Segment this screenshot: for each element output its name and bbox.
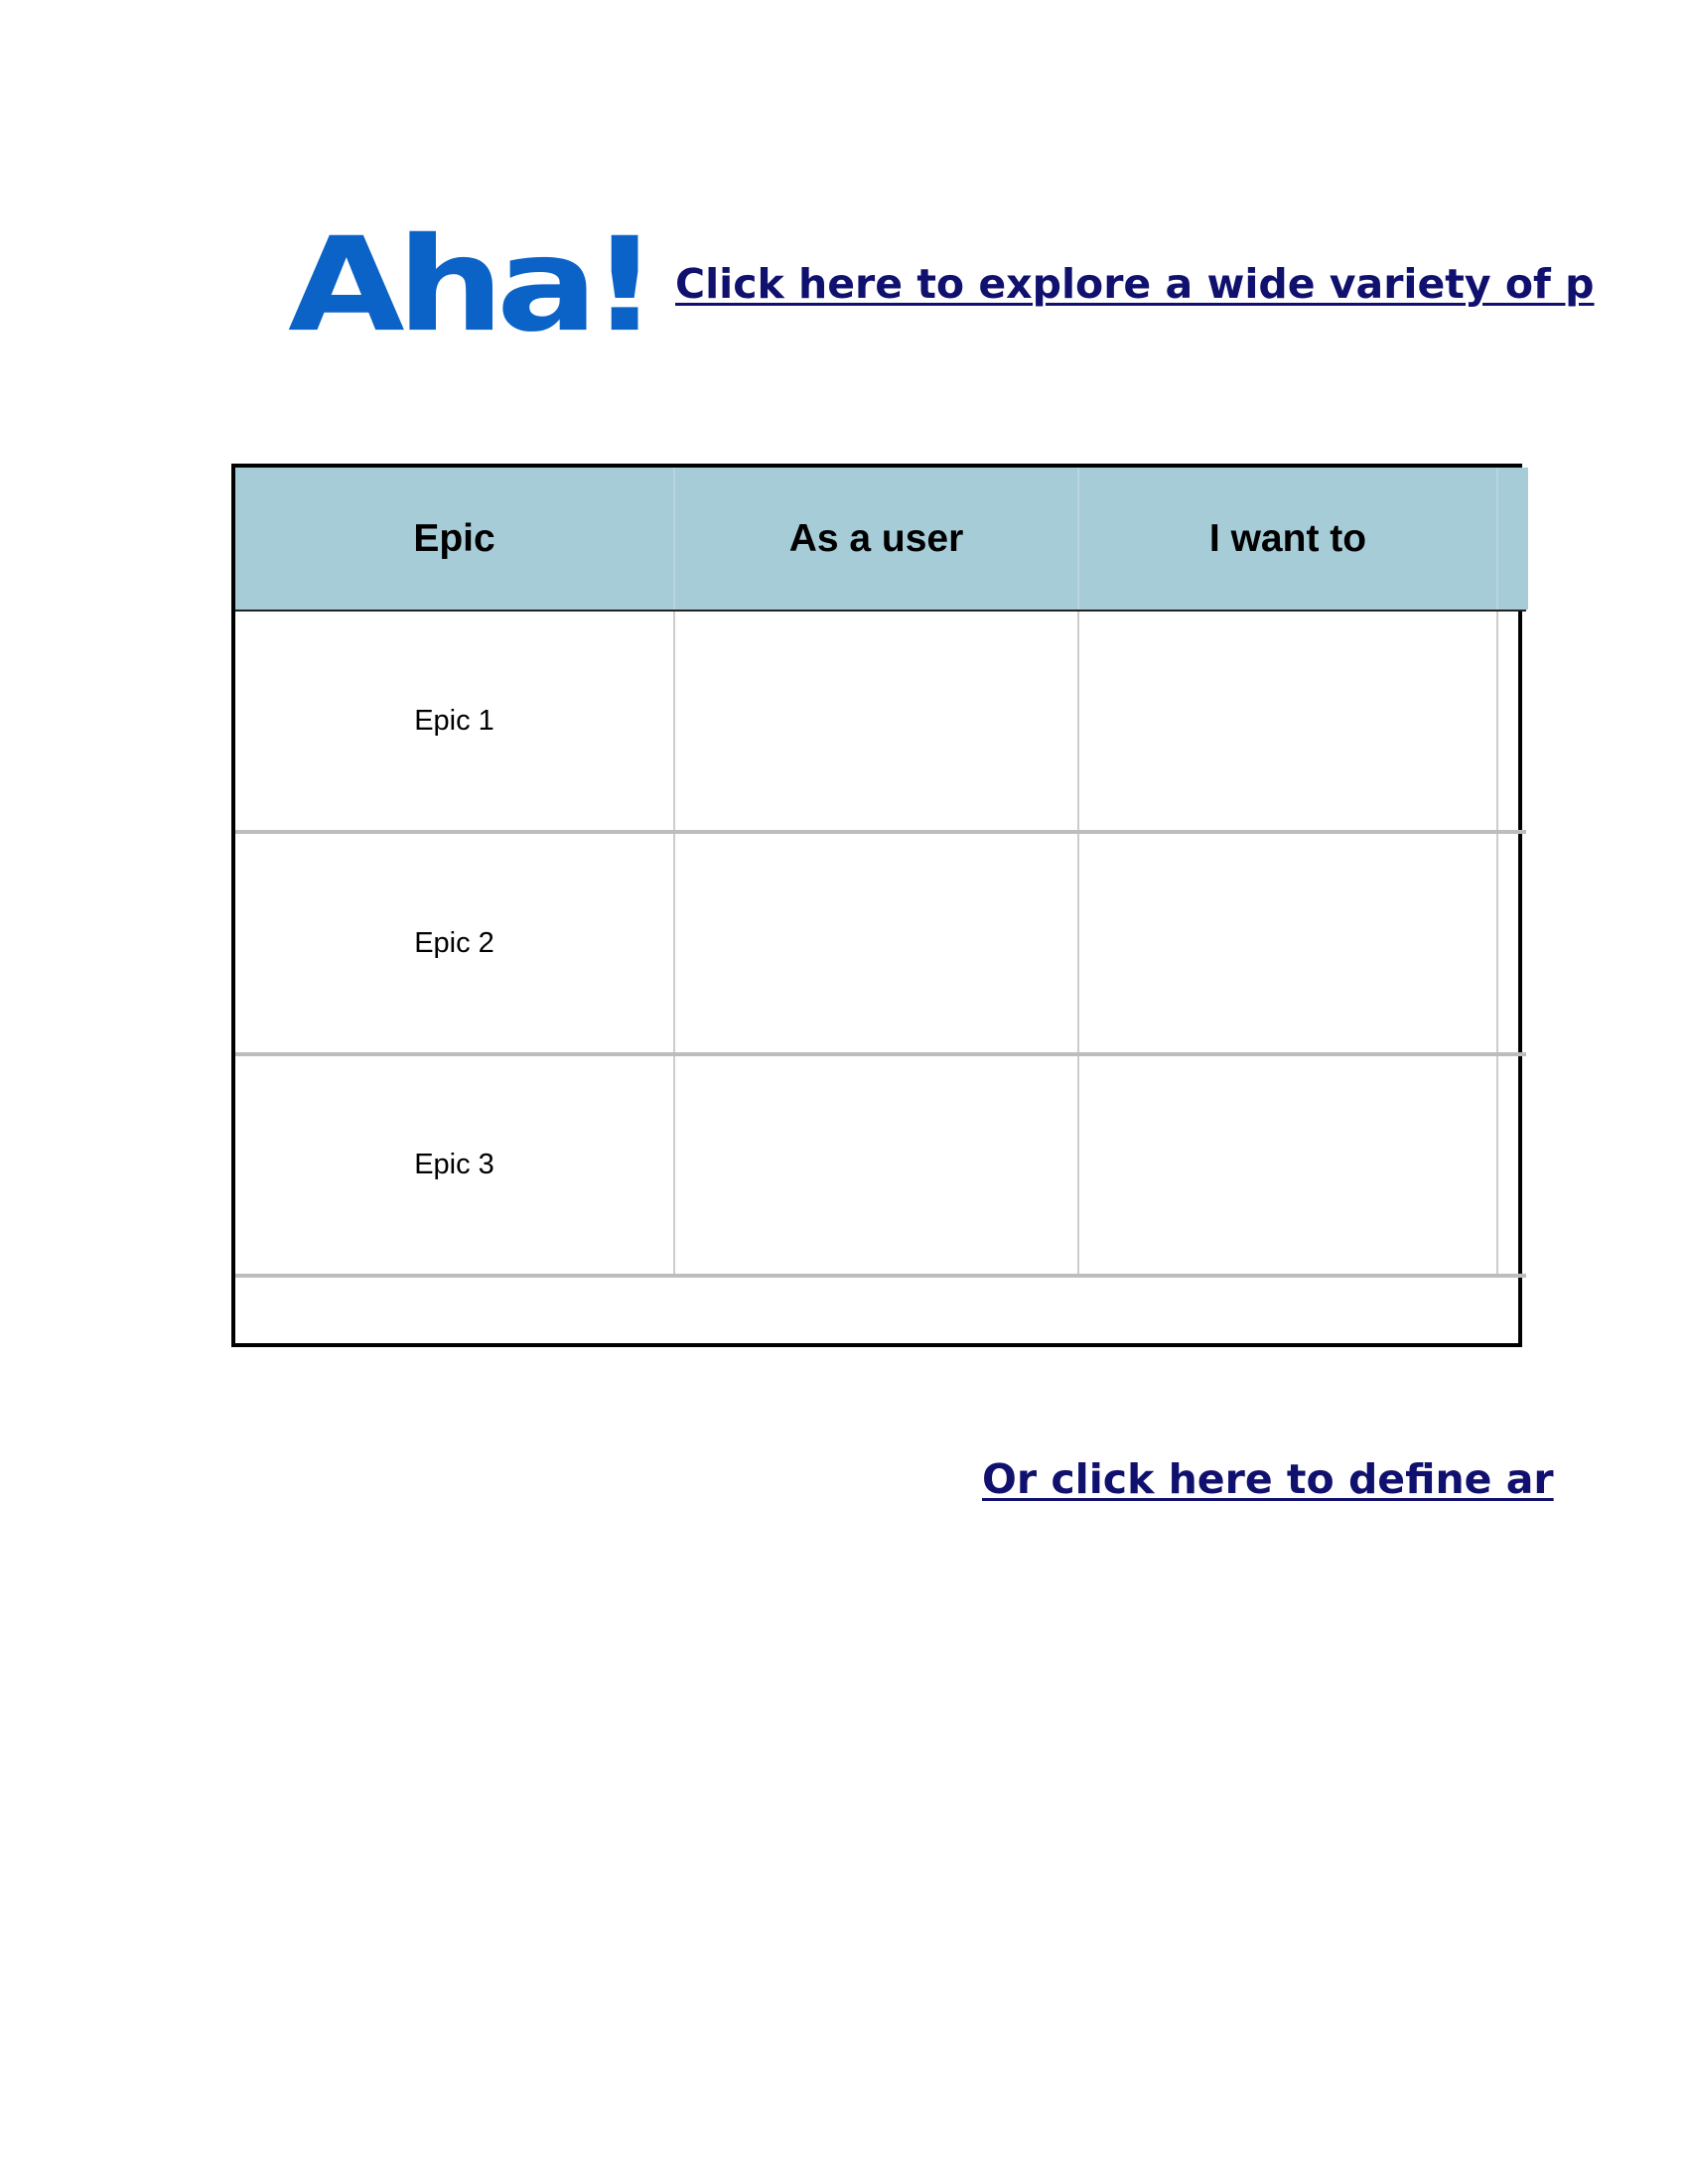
aha-logo: Aha! (288, 208, 651, 361)
epic-cell: Epic 2 (414, 926, 494, 959)
header-gridline (1496, 468, 1498, 610)
user-story-table (231, 464, 1479, 1347)
header-gridline (673, 468, 675, 610)
header-gridline (1077, 468, 1079, 610)
column-gridline (1496, 612, 1498, 1278)
explore-templates-link[interactable]: Click here to explore a wide variety of p (675, 260, 1595, 308)
column-header-epic: Epic (235, 468, 673, 610)
column-header-as-a-user: As a user (675, 468, 1077, 610)
column-header-overflow (1498, 468, 1528, 610)
column-gridline (673, 612, 675, 1278)
epic-cell: Epic 1 (414, 704, 494, 737)
epic-cell: Epic 3 (414, 1149, 494, 1180)
column-gridline (1077, 612, 1079, 1278)
define-custom-link[interactable]: Or click here to define ar (982, 1455, 1554, 1503)
column-header-i-want-to: I want to (1079, 468, 1496, 610)
row-separator (235, 1274, 1526, 1278)
